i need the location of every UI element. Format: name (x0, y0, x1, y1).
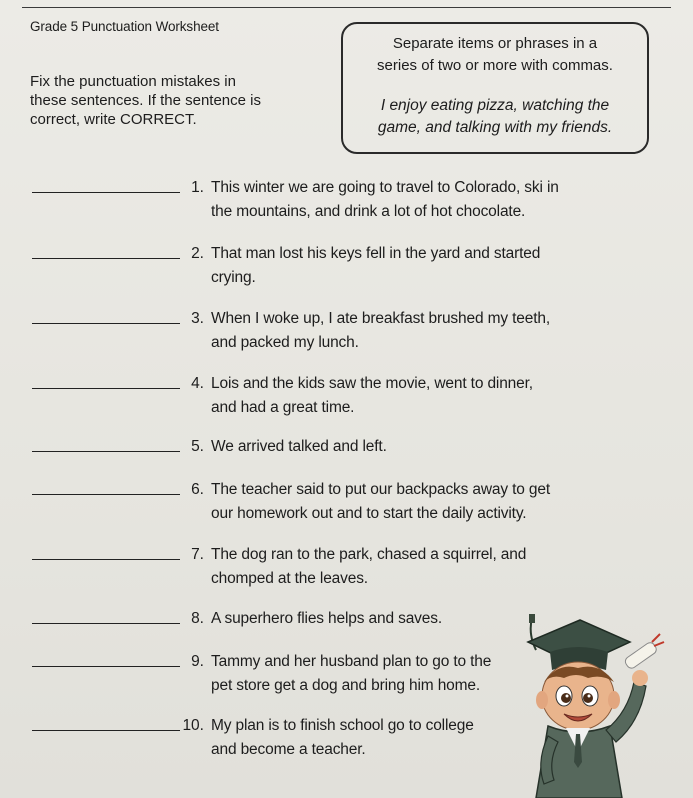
sentence-number: 3. (191, 310, 204, 327)
sentence-line: pet store get a dog and bring him home. (211, 677, 481, 694)
instruction-line: Fix the punctuation mistakes in (30, 73, 236, 90)
sentence-line: That man lost his keys fell in the yard and started (211, 245, 541, 262)
answer-blank[interactable] (32, 192, 180, 193)
sentence-item (0, 307, 693, 355)
sentence-line: This winter we are going to travel to Colorado, ski in (211, 179, 559, 196)
instruction-line: correct, write CORRECT. (30, 111, 197, 128)
sentence-text (211, 607, 442, 631)
sentence-line: Tammy and her husband plan to go to the (211, 653, 492, 670)
answer-blank[interactable] (32, 451, 180, 452)
sentence-text (211, 714, 474, 762)
sentence-line: We arrived talked and left. (211, 438, 387, 455)
sentence-item (0, 242, 693, 290)
sentence-line: chomped at the leaves. (211, 570, 368, 587)
sentence-number: 4. (191, 375, 204, 392)
sentence-text (211, 307, 550, 355)
sentence-text (211, 176, 559, 224)
sentence-number: 2. (191, 245, 204, 262)
example-line: game, and talking with my friends. (377, 119, 613, 136)
rule-box (341, 22, 649, 154)
top-rule (22, 7, 671, 8)
sentence-number: 9. (191, 653, 204, 670)
sentence-number: 1. (191, 179, 204, 196)
answer-blank[interactable] (32, 623, 180, 624)
sentence-item (0, 435, 693, 483)
sentence-text (211, 478, 550, 526)
sentence-number: 6. (191, 481, 204, 498)
sentence-line: and packed my lunch. (211, 334, 359, 351)
sentence-text (211, 372, 533, 420)
sentence-line: My plan is to finish school go to college (211, 717, 474, 734)
sentence-number: 7. (191, 546, 204, 563)
sentence-line: A superhero flies helps and saves. (211, 610, 442, 627)
answer-blank[interactable] (32, 323, 180, 324)
rule-line: series of two or more with commas. (377, 57, 613, 74)
sentence-number: 10. (182, 717, 204, 734)
instruction-line: these sentences. If the sentence is (30, 92, 261, 109)
sentence-line: our homework out and to start the daily activity. (211, 505, 527, 522)
answer-blank[interactable] (32, 388, 180, 389)
worksheet-title: Grade 5 Punctuation Worksheet (30, 19, 219, 34)
instructions (30, 72, 330, 129)
sentence-text (211, 543, 526, 591)
sentence-line: When I woke up, I ate breakfast brushed my teeth, (211, 310, 551, 327)
answer-blank[interactable] (32, 559, 180, 560)
rule-line: Separate items or phrases in a (392, 35, 598, 52)
sentence-item (0, 478, 693, 526)
sentence-number: 5. (191, 438, 204, 455)
sentence-line: The teacher said to put our backpacks away to get (211, 481, 551, 498)
sentence-line: The dog ran to the park, chased a squirrel, and (211, 546, 527, 563)
sentence-line: the mountains, and drink a lot of hot chocolate. (211, 203, 526, 220)
sentence-item (0, 372, 693, 420)
sentence-text (211, 650, 491, 698)
sentence-item (0, 176, 693, 224)
sentence-line: Lois and the kids saw the movie, went to dinner, (211, 375, 533, 392)
example-line: I enjoy eating pizza, watching the (380, 97, 610, 114)
sentence-line: crying. (211, 269, 256, 286)
answer-blank[interactable] (32, 494, 180, 495)
sentence-item (0, 543, 693, 591)
graduate-boy-icon (518, 612, 678, 798)
sentence-number: 8. (191, 610, 204, 627)
sentence-line: and had a great time. (211, 399, 355, 416)
sentence-text (211, 435, 387, 459)
sentence-text (211, 242, 540, 290)
sentence-line: and become a teacher. (211, 741, 366, 758)
answer-blank[interactable] (32, 730, 180, 731)
answer-blank[interactable] (32, 666, 180, 667)
answer-blank[interactable] (32, 258, 180, 259)
